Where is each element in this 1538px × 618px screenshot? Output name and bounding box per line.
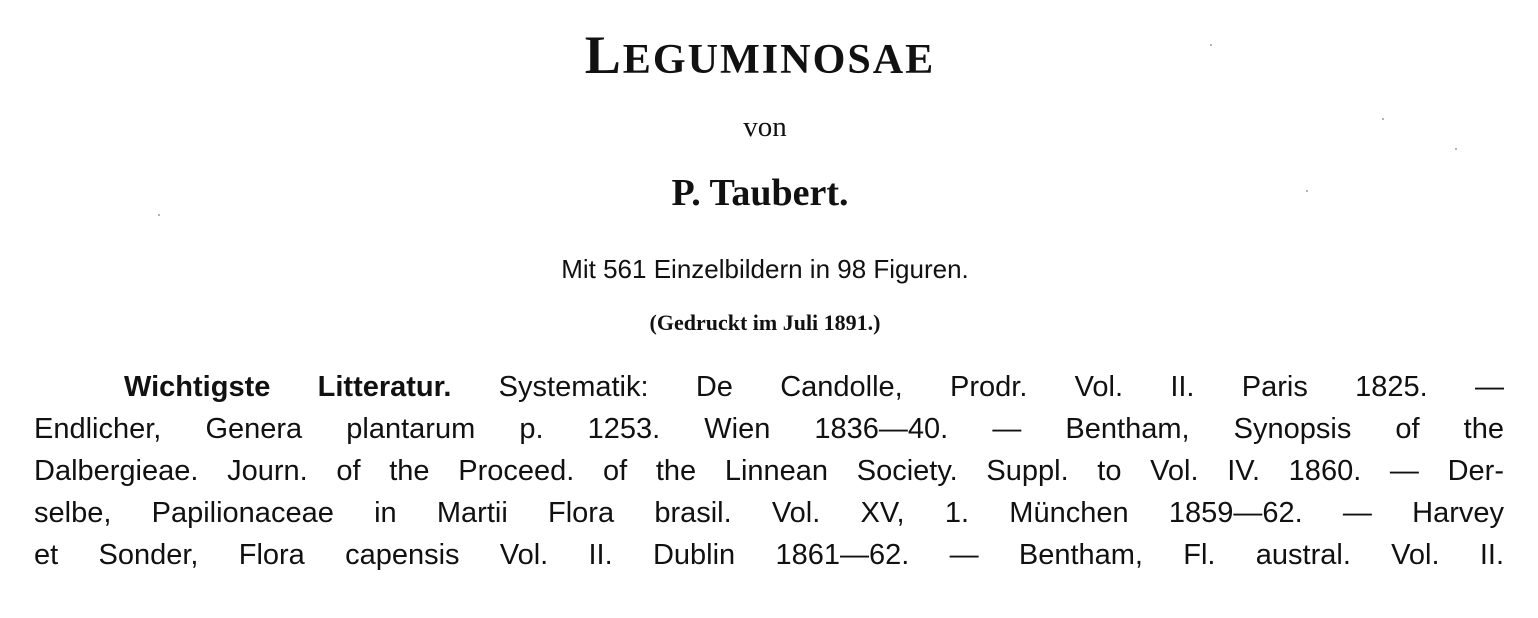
paper-speck [1455, 148, 1457, 150]
paper-speck [1382, 118, 1384, 120]
literature-line-text: Systematik: De Candolle, Prodr. Vol. II. Paris 1825. — [451, 371, 1504, 403]
literature-line: Dalbergieae. Journ. of the Proceed. of the Linnean Society. Suppl. to Vol. IV. 1860. — Der- [34, 455, 1504, 487]
paper-speck [158, 214, 160, 216]
literature-line: et Sonder, Flora capensis Vol. II. Dublin 1861—62. — Bentham, Fl. austral. Vol. II. [34, 539, 1504, 571]
page-title [545, 18, 975, 97]
literature-line [34, 366, 1504, 408]
printed-date-note: (Gedruckt im Juli 1891.) [649, 310, 881, 335]
figures-note: Mit 561 Einzelbildern in 98 Figuren. [561, 254, 969, 284]
literature-line: Endlicher, Genera plantarum p. 1253. Wien 1836—40. — Bentham, Synopsis of the [34, 413, 1504, 445]
paper-speck [1210, 44, 1212, 46]
paper-speck [1306, 190, 1308, 192]
literature-line: selbe, Papilionaceae in Martii Flora brasil. Vol. XV, 1. München 1859—62. — Harvey [34, 497, 1504, 529]
title-initial: L [584, 25, 623, 85]
literature-heading: Wichtigste Litteratur. [124, 371, 452, 403]
author-name: P. Taubert. [671, 172, 849, 214]
title-rest: EGUMINOSAE [622, 36, 936, 83]
literature-paragraph [34, 366, 1504, 576]
byline: von [743, 111, 787, 143]
